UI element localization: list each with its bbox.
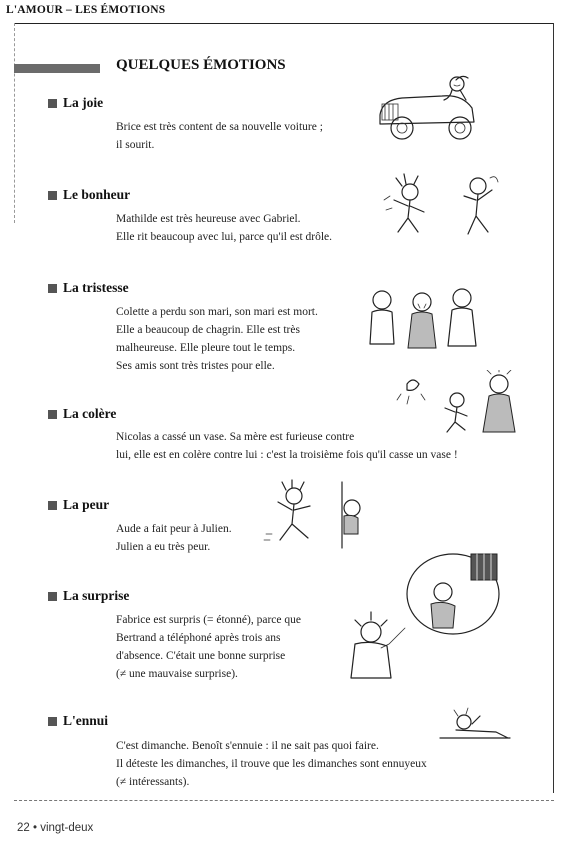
text-line: Colette a perdu son mari, son mari est mort. (116, 306, 318, 318)
text-line: Aude a fait peur à Julien. (116, 523, 232, 535)
section-heading-ennui (48, 713, 108, 729)
surprised-man-on-phone-illustration (335, 548, 505, 688)
section-heading-label: La tristesse (63, 280, 129, 295)
text-line: d'absence. C'était une bonne surprise (116, 650, 286, 662)
section-heading-label: Le bonheur (63, 187, 131, 202)
text-line: Il déteste les dimanches, il trouve que les dimanches sont ennuyeux (116, 758, 427, 770)
title-accent-bar (14, 64, 100, 73)
section-heading-label: L'ennui (63, 713, 109, 728)
text-line: Brice est très content de sa nouvelle voiture ; (116, 121, 323, 133)
section-heading-peur (48, 497, 109, 513)
section-text-joie (116, 118, 323, 154)
section-heading-surprise (48, 588, 129, 604)
text-line: Elle rit beaucoup avec lui, parce qu'il est drôle. (116, 231, 333, 243)
section-heading-label: La surprise (63, 588, 130, 603)
section-heading-label: La joie (63, 95, 104, 110)
section-text-ennui (116, 737, 427, 791)
text-line: Julien a eu très peur. (116, 541, 211, 553)
bullet-square-icon (48, 191, 57, 200)
section-text-peur (116, 520, 232, 556)
text-line: (≠ une mauvaise surprise). (116, 668, 238, 680)
bullet-square-icon (48, 501, 57, 510)
section-text-surprise (116, 611, 301, 683)
bullet-square-icon (48, 284, 57, 293)
running-header: L'AMOUR – LES ÉMOTIONS (6, 4, 166, 16)
text-line: lui, elle est en colère contre lui : c'est la troisième fois qu'il casse un vase ! (116, 449, 458, 461)
frame-bottom-rule (14, 800, 554, 801)
car-man-smiling-illustration (372, 70, 482, 150)
sad-group-illustration (360, 282, 490, 362)
section-heading-bonheur (48, 187, 130, 203)
scared-man-illustration (262, 478, 382, 558)
frame-right-rule (553, 23, 554, 793)
bullet-square-icon (48, 592, 57, 601)
section-text-bonheur (116, 210, 332, 246)
section-heading-tristesse (48, 280, 129, 296)
bullet-square-icon (48, 717, 57, 726)
text-line: Fabrice est surpris (= étonné), parce que (116, 614, 301, 626)
text-line: Mathilde est très heureuse avec Gabriel. (116, 213, 301, 225)
section-text-tristesse (116, 303, 318, 375)
text-line: Ses amis sont très tristes pour elle. (116, 360, 275, 372)
section-heading-joie (48, 95, 103, 111)
text-line: Nicolas a cassé un vase. Sa mère est furieuse contre (116, 431, 355, 443)
frame-top-rule (14, 23, 554, 24)
bullet-square-icon (48, 410, 57, 419)
couple-laughing-illustration (380, 170, 510, 245)
text-line: malheureuse. Elle pleure tout le temps. (116, 342, 296, 354)
page-title: QUELQUES ÉMOTIONS (116, 57, 286, 73)
page-number-footer: 22 • vingt-deux (17, 822, 94, 834)
text-line: (≠ intéressants). (116, 776, 190, 788)
text-line: il sourit. (116, 139, 155, 151)
angry-mother-broken-vase-illustration (395, 370, 525, 440)
section-heading-label: La peur (63, 497, 110, 512)
bored-man-lying-illustration (436, 702, 526, 752)
text-line: Elle a beaucoup de chagrin. Elle est très (116, 324, 300, 336)
text-line: Bertrand a téléphoné après trois ans (116, 632, 281, 644)
section-heading-label: La colère (63, 406, 117, 421)
bullet-square-icon (48, 99, 57, 108)
text-line: C'est dimanche. Benoît s'ennuie : il ne sait pas quoi faire. (116, 740, 379, 752)
frame-left-rule (14, 23, 15, 223)
section-heading-colere (48, 406, 116, 422)
